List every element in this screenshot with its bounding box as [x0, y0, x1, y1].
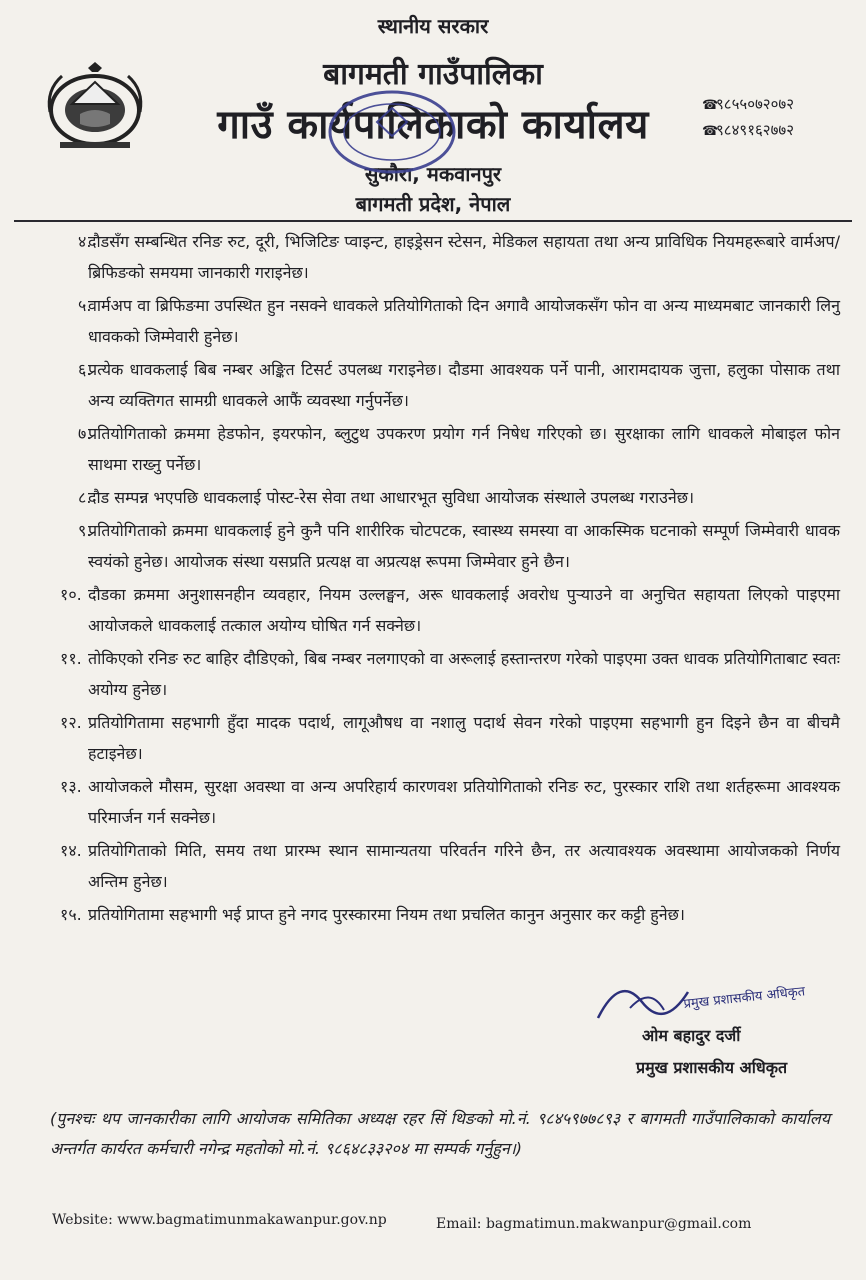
phone-numbers: [702, 92, 794, 144]
item-text: प्रतियोगिताको क्रममा धावकलाई हुने कुनै पनि शारीरिक चोटपटक, स्वास्थ्य समस्या वा आकस्मिक घटनाको सम्पूर्ण जिम्मेवारी धावक स्वयंको हुनेछ। आयोजक संस्था यसप्रति प्रत्यक्ष वा अप्रत्यक्ष रूपमा जिम्मेवार हुने छैन।: [88, 521, 840, 571]
item-number: ६.: [78, 360, 92, 379]
phone-number-2: ☎९८४९१६२७७२: [702, 118, 794, 144]
item-number: ५.: [78, 296, 92, 315]
phone-number-1: ☎९८५५०७२०७२: [702, 92, 794, 118]
office-location: सुकौरा, मकवानपुर: [364, 162, 502, 186]
phone-icon: ☎: [702, 98, 719, 113]
item-text: प्रतियोगिताको क्रममा हेडफोन, इयरफोन, ब्लुटुथ उपकरण प्रयोग गर्न निषेध गरिएको छ। सुरक्षाका लागि धावकले मोबाइल फोन साथमा राख्नु पर्नेछ।: [88, 424, 840, 474]
header-divider: [14, 220, 852, 222]
rules-list: [20, 226, 840, 932]
list-item: [20, 354, 840, 416]
phone-icon: ☎: [702, 124, 719, 139]
signature-block: [590, 968, 860, 1088]
list-item: [20, 515, 840, 577]
item-text: प्रतियोगितामा सहभागी भई प्राप्त हुने नगद पुरस्कारमा नियम तथा प्रचलित कानुन अनुसार कर कट्टी हुनेछ।: [88, 905, 685, 924]
municipality-name: बागमती गाउँपालिका: [323, 57, 543, 92]
signatory-title: प्रमुख प्रशासकीय अधिकृत: [636, 1058, 788, 1077]
handwritten-signature: [590, 968, 860, 1028]
list-item: [20, 771, 840, 833]
item-number: ८.: [78, 488, 92, 507]
local-government-label: स्थानीय सरकार: [377, 14, 489, 38]
item-number: ११.: [60, 649, 82, 668]
postscript-note: (पुनश्चः थप जानकारीका लागि आयोजक समितिका अध्यक्ष रहर सिं थिङको मो.नं. ९८४५९७७८९३ र बागमती गाउँपालिकाको कार्यालय अन्तर्गत कार्यरत कर्मचारी नगेन्द्र महतोको मो.नं. ९८६४८३३२०४ मा सम्पर्क गर्नुहुन।): [50, 1109, 830, 1158]
signatory-name: ओम बहादुर दर्जी: [642, 1026, 741, 1045]
website-link[interactable]: Website: www.bagmatimunmakawanpur.gov.np: [52, 1212, 387, 1228]
item-number: १५.: [60, 905, 82, 924]
item-text: वार्मअप वा ब्रिफिङमा उपस्थित हुन नसक्ने धावकले प्रतियोगिताको दिन अगावै आयोजकसँग फोन वा अन्य माध्यमबाट जानकारी लिनु धावकको जिम्मेवारी हुनेछ।: [88, 296, 840, 346]
item-text: प्रत्येक धावकलाई बिब नम्बर अङ्कित टिसर्ट उपलब्ध गराइनेछ। दौडमा आवश्यक पर्ने पानी, आरामदायक जुत्ता, हलुका पोसाक तथा अन्य व्यक्तिगत सामग्री धावकले आफैं व्यवस्था गर्नुपर्नेछ।: [88, 360, 840, 410]
item-number: ७.: [78, 424, 92, 443]
item-number: १२.: [60, 713, 82, 732]
item-text: प्रतियोगितामा सहभागी हुँदा मादक पदार्थ, लागूऔषध वा नशालु पदार्थ सेवन गरेको पाइएमा सहभागी हुन दिइने छैन वा बीचमै हटाइनेछ।: [88, 713, 840, 763]
item-number: १३.: [60, 777, 82, 796]
item-text: आयोजकले मौसम, सुरक्षा अवस्था वा अन्य अपरिहार्य कारणवश प्रतियोगिताको रनिङ रुट, पुरस्कार राशि तथा शर्तहरूमा आवश्यक परिमार्जन गर्न सक्नेछ।: [88, 777, 840, 827]
list-item: [20, 482, 840, 513]
item-number: १४.: [60, 841, 82, 860]
signature-stamp-text: प्रमुख प्रशासकीय अधिकृत: [682, 984, 806, 1012]
item-number: ४.: [78, 232, 92, 251]
item-number: १०.: [60, 585, 82, 604]
list-item: [20, 899, 840, 930]
list-item: [20, 835, 840, 897]
office-stamp: [322, 86, 462, 178]
list-item: [20, 643, 840, 705]
list-item: [20, 707, 840, 769]
item-text: प्रतियोगिताको मिति, समय तथा प्रारम्भ स्थान सामान्यतया परिवर्तन गरिने छैन, तर अत्यावश्यक अवस्थामा आयोजकको निर्णय अन्तिम हुनेछ।: [88, 841, 840, 891]
item-text: दौड सम्पन्न भएपछि धावकलाई पोस्ट-रेस सेवा तथा आधारभूत सुविधा आयोजक संस्थाले उपलब्ध गराउनेछ।: [88, 488, 695, 507]
office-title: गाउँ कार्यपालिकाको कार्यालय: [217, 102, 649, 148]
item-number: ९.: [78, 521, 92, 540]
list-item: [20, 226, 840, 288]
letterhead: [0, 0, 866, 222]
item-text: दौडसँग सम्बन्धित रनिङ रुट, दूरी, भिजिटिङ प्वाइन्ट, हाइड्रेसन स्टेसन, मेडिकल सहायता तथा अन्य प्राविधिक नियमहरूबारे वार्मअप/ब्रिफिङको समयमा जानकारी गराइनेछ।: [88, 232, 840, 282]
item-text: दौडका क्रममा अनुशासनहीन व्यवहार, नियम उल्लङ्घन, अरू धावकलाई अवरोध पुऱ्याउने वा अनुचित सहायता लिएको पाइएमा आयोजकले धावकलाई तत्काल अयोग्य घोषित गर्न सक्नेछ।: [88, 585, 840, 635]
list-item: [20, 418, 840, 480]
list-item: [20, 579, 840, 641]
province-country: बागमती प्रदेश, नेपाल: [355, 192, 511, 216]
email-link[interactable]: Email: bagmatimun.makwanpur@gmail.com: [436, 1216, 752, 1232]
list-item: [20, 290, 840, 352]
item-text: तोकिएको रनिङ रुट बाहिर दौडिएको, बिब नम्बर नलगाएको वा अरूलाई हस्तान्तरण गरेको पाइएमा उक्त धावक प्रतियोगिताबाट स्वतः अयोग्य हुनेछ।: [88, 649, 840, 699]
